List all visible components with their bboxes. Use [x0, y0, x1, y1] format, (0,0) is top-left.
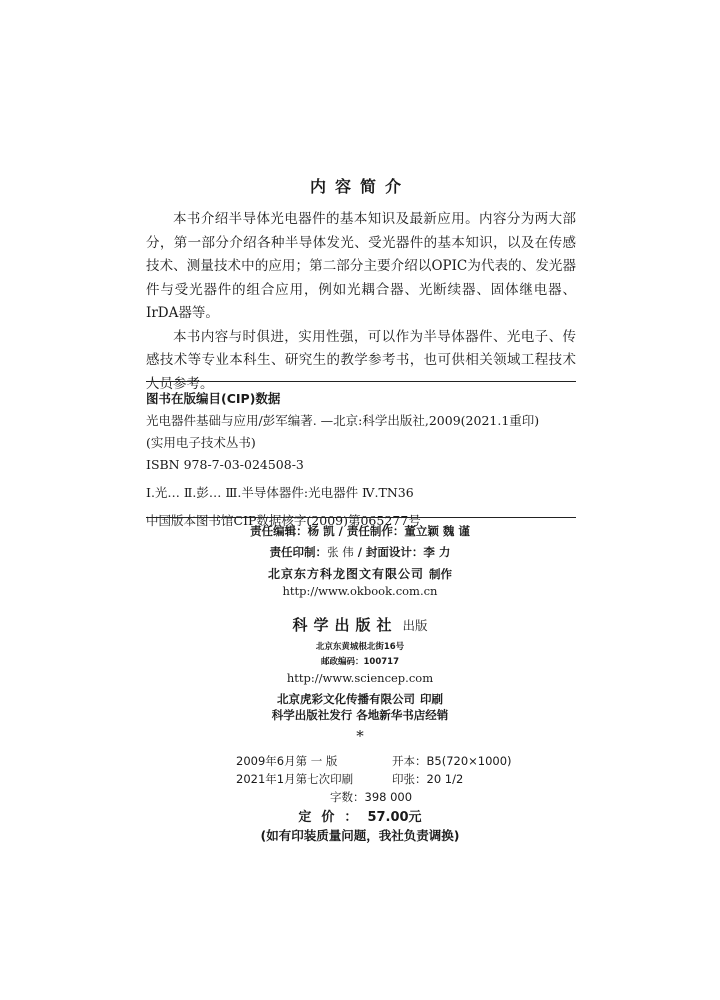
cip-bottom-rule — [146, 517, 576, 518]
intro-paragraph-1: 本书介绍半导体光电器件的基本知识及最新应用。内容分为两大部分，第一部分介绍各种半导体发光、受光器件的基本知识，以及在传感技术、测量技术中的应用；第二部分主要介绍以OPIC为代表的、发光器件与受光器件的组合应用，例如光耦合器、光断续器、固体继电器、IrDA器等。 — [146, 211, 576, 321]
cip-classification-line: Ⅰ.光… Ⅱ.彭… Ⅲ.半导体器件:光电器件 Ⅳ.TN36 — [146, 485, 414, 500]
publisher-name: 科学出版社 — [292, 616, 398, 634]
wordcount-info: 字数：398 000 — [330, 790, 413, 804]
quality-note: (如有印装质量问题，我社负责调换) — [260, 828, 460, 843]
edition-info: 2009年6月第 一 版 — [236, 754, 338, 768]
distribution-line: 科学出版社发行 各地新华书店经销 — [271, 708, 449, 722]
publisher-url: http://www.sciencep.com — [286, 671, 434, 685]
format-info: 开本：B5(720×1000) — [392, 754, 512, 768]
cip-title-line: 光电器件基础与应用/彭军编著. —北京:科学出版社,2009(2021.1重印) — [146, 413, 540, 428]
printer-suffix: 印刷 — [420, 692, 444, 706]
credits-print-label: 责任印制： — [269, 545, 328, 559]
producer-name: 北京东方科龙图文有限公司 — [267, 567, 424, 581]
cip-top-rule — [146, 381, 576, 382]
credits-print-names: 张 伟 — [327, 545, 354, 559]
printer-line — [0, 688, 720, 707]
cip-record-line: 中国版本图书馆CIP数据核字(2009)第065277号 — [146, 513, 421, 528]
cip-block — [146, 388, 576, 532]
credits-cover-design: / 封面设计：李 力 — [353, 545, 451, 559]
cip-heading: 图书在版编目(CIP)数据 — [146, 391, 281, 406]
producer-suffix: 制作 — [429, 567, 453, 581]
credits-editors: 责任编辑：杨 凯 / 责任制作：董立颖 魏 谨 — [250, 524, 470, 538]
separator-star: * — [356, 727, 364, 745]
price-line — [0, 806, 720, 825]
publisher-address: 北京东黄城根北街16号 — [315, 642, 405, 652]
publisher-suffix: 出版 — [402, 618, 428, 633]
cip-series-line: (实用电子技术丛书) — [146, 435, 256, 450]
price-value: 57.00元 — [367, 810, 422, 825]
publisher-postcode: 邮政编码：100717 — [321, 657, 399, 667]
printing-info: 2021年1月第七次印刷 — [236, 772, 354, 786]
producer-url: http://www.okbook.com.cn — [282, 584, 438, 598]
sheets-info: 印张：20 1/2 — [392, 772, 464, 786]
printer-name: 北京虎彩文化传播有限公司 — [276, 692, 415, 706]
producer-line — [0, 563, 720, 582]
page-title: 内容简介 — [309, 177, 410, 196]
publisher-line — [0, 614, 720, 635]
credits-print-design — [0, 544, 720, 560]
price-label: 定价： — [298, 810, 368, 825]
print-specs — [236, 752, 536, 806]
intro-paragraph-2: 本书内容与时俱进，实用性强，可以作为半导体器件、光电子、传感技术等专业本科生、研究生的教学参考书，也可供相关领域工程技术人员参考。 — [146, 328, 576, 392]
cip-isbn-line: ISBN 978-7-03-024508-3 — [146, 457, 304, 472]
intro-section — [146, 208, 576, 396]
